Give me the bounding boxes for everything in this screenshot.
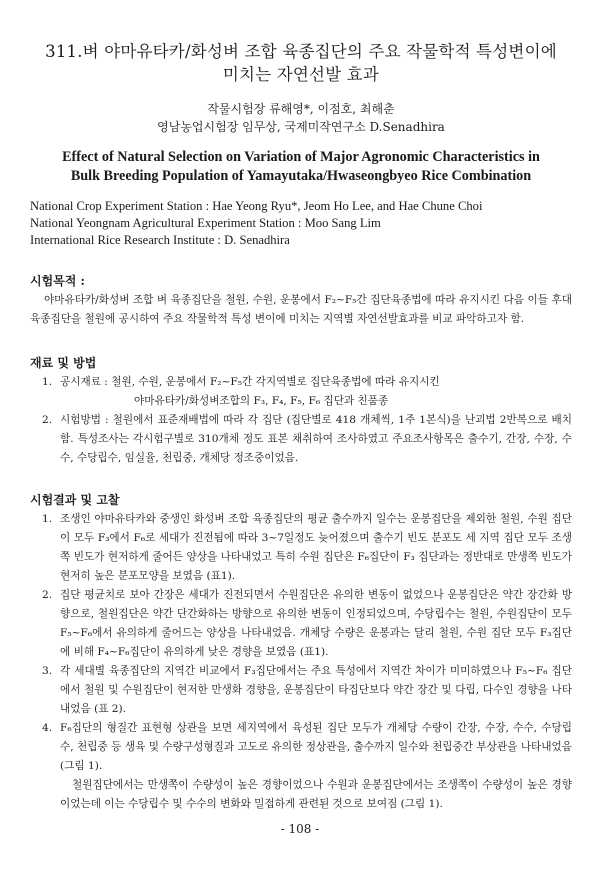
results-section xyxy=(30,492,572,814)
methods-item-2-number: 2. xyxy=(42,414,53,426)
results-item-1-text: 조생인 야마유타카와 중생인 화성벼 조합 육종집단의 평균 출수까지 일수는 운봉집단을 제외한 철원, 수원 집단이 모두 F₃에서 F₆로 세대가 진전됨에 따라 3~7일정도 늦어졌으며 출수기 빈도 분포도 세 지역 집단 모두 조생쪽 빈도가 현저하게 줄어든 양상을 나타내었고 특히 수원 집단은 F₆집단이 F₃ 집단과는 정반대로 만생쪽 빈도가 현저히 높은 분포모양을 보였음 (표1). xyxy=(60,513,572,582)
paper-title-english xyxy=(30,148,572,186)
page-number: - 108 - xyxy=(280,822,320,836)
methods-item-1-sub: 야마유타카/화성벼조합의 F₃, F₄, F₅, F₆ 집단과 친품종 xyxy=(134,395,389,407)
results-item-3 xyxy=(30,662,572,719)
authors-korean xyxy=(30,100,572,136)
results-item-2-number: 2. xyxy=(42,589,53,601)
results-item-4-text: F₆집단의 형질간 표현형 상관을 보면 세지역에서 육성된 집단 모두가 개체당 수량이 간장, 수장, 수수, 수당립수, 천립중 등 생육 및 수량구성형질과 고도로 유의한 정상관을, 출수까지 일수와 천립중간 부상관을 나타내었음(그림 1). xyxy=(60,722,572,772)
methods-section xyxy=(30,355,572,468)
methods-item-1-text: 공시재료 : 철원, 수원, 운봉에서 F₂~F₅간 각지역별로 집단육종법에 따라 유지시킨 xyxy=(60,376,440,388)
title-ko-line-2: 미치는 자연선발 효과 xyxy=(222,65,380,84)
results-closing-text: 철원집단에서는 만생쪽이 수량성이 높은 경향이었으나 수원과 운봉집단에서는 조생쪽이 수량성이 높은 경향이었는데 이는 수당립수 및 수수의 변화와 밀접하게 관련된 것으로 보여짐 (그림 1). xyxy=(60,779,572,810)
results-item-2-text: 집단 평균치로 보아 간장은 세대가 진전되면서 수원집단은 유의한 변동이 없었으나 운봉집단은 약간 장간화 방향으로, 철원집단은 약간 단간화하는 방향으로 유의한 변동이 인정되었으며, 수당립수는 철원, 수원집단이 모두 F₅~F₆에서 유의하게 줄어드는 양상을 나타내었음. 개체당 수량은 운봉과는 달리 철원, 수원 집단 모두 F₃집단에 비해 F₄~F₆집단이 유의하게 낮은 경향을 보였음 (표1). xyxy=(60,589,572,658)
authors-ko-line-2: 영남농업시험장 임무상, 국제미작연구소 D.Senadhira xyxy=(157,120,445,134)
results-item-3-number: 3. xyxy=(42,665,53,677)
results-heading: 시험결과 및 고찰 xyxy=(30,493,120,507)
affiliations-english xyxy=(30,198,572,249)
objective-text: 야마유타카/화성벼 조합 벼 육종집단을 철원, 수원, 운봉에서 F₂~F₅간 집단육종법에 따라 유지시킨 다음 이들 후대 육종집단을 철원에 공시하여 주요 작물학적 특성 변이에 미치는 지역별 자연선발효과를 비교 파악하고자 함. xyxy=(30,294,572,325)
results-item-4-number: 4. xyxy=(42,722,53,734)
objective-section xyxy=(30,273,572,329)
results-item-1-number: 1. xyxy=(42,513,53,525)
methods-item-2 xyxy=(30,411,572,468)
affiliation-line-3: International Rice Research Institute : D. Senadhira xyxy=(30,233,290,247)
results-item-2 xyxy=(30,586,572,662)
title-en-line-1: Effect of Natural Selection on Variation of Major Agronomic Characteristics in xyxy=(62,149,540,165)
affiliation-line-2: National Yeongnam Agricultural Experiment Station : Moo Sang Lim xyxy=(30,216,381,230)
results-item-1 xyxy=(30,510,572,586)
affiliation-line-1: National Crop Experiment Station : Hae Yeong Ryu*, Jeom Ho Lee, and Hae Chune Choi xyxy=(30,199,483,213)
title-ko-line-1: 311.벼 야마유타카/화성벼 조합 육종집단의 주요 작물학적 특성변이에 xyxy=(45,42,557,61)
methods-item-1-number: 1. xyxy=(42,376,53,388)
methods-heading: 재료 및 방법 xyxy=(30,356,97,370)
results-item-4 xyxy=(30,719,572,776)
objective-heading: 시험목적 : xyxy=(30,274,85,288)
paper-title-korean xyxy=(30,40,572,86)
authors-ko-line-1: 작물시험장 류해영*, 이점호, 최해춘 xyxy=(207,102,395,116)
methods-item-2-text: 시험방법 : 철원에서 표준재배법에 따라 각 집단 (집단별로 418 개체씩, 1주 1본식)을 난괴법 2반복으로 배치함. 특성조사는 각시험구별로 310개체 정도 표본 채취하여 조사하였고 주요조사항목은 출수기, 간장, 수장, 수수, 수당립수, 임실율, 천립중, 개체당 정조중이었음. xyxy=(60,414,572,464)
methods-item-1 xyxy=(30,373,572,392)
title-en-line-2: Bulk Breeding Population of Yamayutaka/Hwaseongbyeo Rice Combination xyxy=(70,168,532,184)
results-item-3-text: 각 세대별 육종집단의 지역간 비교에서 F₃집단에서는 주요 특성에서 지역간 차이가 미미하였으나 F₅~F₆ 집단에서 철원 및 수원집단이 현저한 만생화 경향을, 운봉집단이 타집단보다 약간 장간 및 다립, 다수인 경향을 나타내었음 (표 2). xyxy=(60,665,572,715)
